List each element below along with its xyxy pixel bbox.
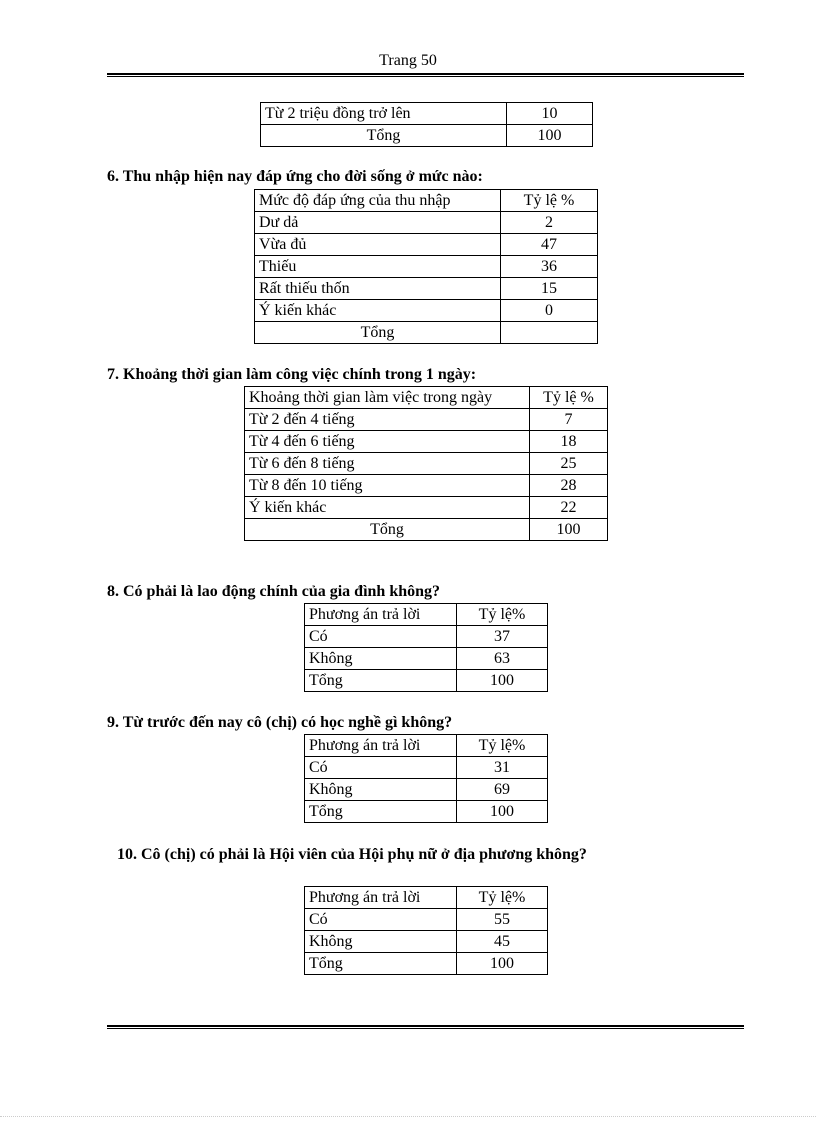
row-label: Có	[305, 626, 457, 648]
row-label: Có	[305, 757, 457, 779]
table-income-continuation	[260, 102, 593, 147]
row-value: 31	[457, 757, 548, 779]
row-value: 0	[501, 300, 598, 322]
row-label: Dư dả	[255, 212, 501, 234]
row-label: Từ 6 đến 8 tiếng	[245, 453, 530, 475]
table-row	[255, 256, 598, 278]
row-value: 45	[457, 931, 548, 953]
row-value: 100	[457, 801, 548, 823]
row-label: Ý kiến khác	[255, 300, 501, 322]
row-label: Tổng	[305, 801, 457, 823]
row-value: 15	[501, 278, 598, 300]
row-label: Tổng	[305, 670, 457, 692]
table-header-row	[255, 190, 598, 212]
table-q8	[304, 603, 548, 692]
row-value: 25	[530, 453, 608, 475]
column-header: Tỷ lệ %	[501, 190, 598, 212]
row-value: 2	[501, 212, 598, 234]
row-label: Từ 2 triệu đồng trở lên	[261, 103, 507, 125]
page-edge-divider	[0, 1116, 816, 1117]
question-7-title: 7. Khoảng thời gian làm công việc chính trong 1 ngày:	[107, 366, 477, 383]
table-header-row	[245, 387, 608, 409]
column-header: Phương án trả lời	[305, 735, 457, 757]
table-row	[255, 212, 598, 234]
table-row	[255, 278, 598, 300]
row-label: Vừa đủ	[255, 234, 501, 256]
row-value: 10	[507, 103, 593, 125]
row-label: Không	[305, 779, 457, 801]
question-10-title: 10. Cô (chị) có phải là Hội viên của Hội phụ nữ ở địa phương không?	[117, 846, 587, 863]
row-value: 22	[530, 497, 608, 519]
row-value: 36	[501, 256, 598, 278]
table-header-row	[305, 735, 548, 757]
question-9-title: 9. Từ trước đến nay cô (chị) có học nghề gì không?	[107, 714, 453, 731]
row-label: Rất thiếu thốn	[255, 278, 501, 300]
table-q10	[304, 886, 548, 975]
row-label: Không	[305, 648, 457, 670]
question-6-title: 6. Thu nhập hiện nay đáp ứng cho đời sống ở mức nào:	[107, 168, 483, 185]
table-row	[255, 322, 598, 344]
row-value: 100	[457, 670, 548, 692]
row-label: Tổng	[305, 953, 457, 975]
row-label: Có	[305, 909, 457, 931]
row-value: 18	[530, 431, 608, 453]
question-8-title: 8. Có phải là lao động chính của gia đình không?	[107, 583, 441, 600]
row-label: Từ 2 đến 4 tiếng	[245, 409, 530, 431]
table-row	[305, 953, 548, 975]
table-row	[305, 931, 548, 953]
table-row	[305, 626, 548, 648]
table-row	[255, 300, 598, 322]
row-value: 100	[530, 519, 608, 541]
row-label-total: Tổng	[255, 322, 501, 344]
row-label-total: Tổng	[245, 519, 530, 541]
row-value: 69	[457, 779, 548, 801]
table-q9	[304, 734, 548, 823]
row-label: Từ 4 đến 6 tiếng	[245, 431, 530, 453]
row-label: Từ 8 đến 10 tiếng	[245, 475, 530, 497]
table-row	[245, 475, 608, 497]
page-header: Trang 50	[379, 52, 437, 69]
column-header: Tỷ lệ %	[530, 387, 608, 409]
row-value: 63	[457, 648, 548, 670]
table-row	[261, 103, 593, 125]
column-header: Tỷ lệ%	[457, 604, 548, 626]
table-q6	[254, 189, 598, 344]
table-row	[245, 519, 608, 541]
table-row	[305, 670, 548, 692]
row-value: 37	[457, 626, 548, 648]
table-row	[305, 779, 548, 801]
row-value: 100	[457, 953, 548, 975]
row-label: Ý kiến khác	[245, 497, 530, 519]
table-q7	[244, 386, 608, 541]
table-row	[261, 125, 593, 147]
table-row	[245, 453, 608, 475]
row-value: 7	[530, 409, 608, 431]
column-header: Phương án trả lời	[305, 887, 457, 909]
table-row	[305, 801, 548, 823]
row-value: 47	[501, 234, 598, 256]
table-header-row	[305, 604, 548, 626]
column-header: Phương án trả lời	[305, 604, 457, 626]
row-label: Không	[305, 931, 457, 953]
row-label-total: Tổng	[261, 125, 507, 147]
column-header: Mức độ đáp ứng của thu nhập	[255, 190, 501, 212]
column-header: Tỷ lệ%	[457, 887, 548, 909]
column-header: Tỷ lệ%	[457, 735, 548, 757]
row-value	[501, 322, 598, 344]
footer-rule	[107, 1025, 744, 1029]
row-value: 28	[530, 475, 608, 497]
table-row	[305, 757, 548, 779]
header-rule	[107, 73, 744, 77]
table-row	[245, 431, 608, 453]
column-header: Khoảng thời gian làm việc trong ngày	[245, 387, 530, 409]
table-row	[305, 909, 548, 931]
table-header-row	[305, 887, 548, 909]
table-row	[245, 409, 608, 431]
row-value: 55	[457, 909, 548, 931]
table-row	[305, 648, 548, 670]
table-row	[255, 234, 598, 256]
table-row	[245, 497, 608, 519]
row-label: Thiếu	[255, 256, 501, 278]
row-value: 100	[507, 125, 593, 147]
